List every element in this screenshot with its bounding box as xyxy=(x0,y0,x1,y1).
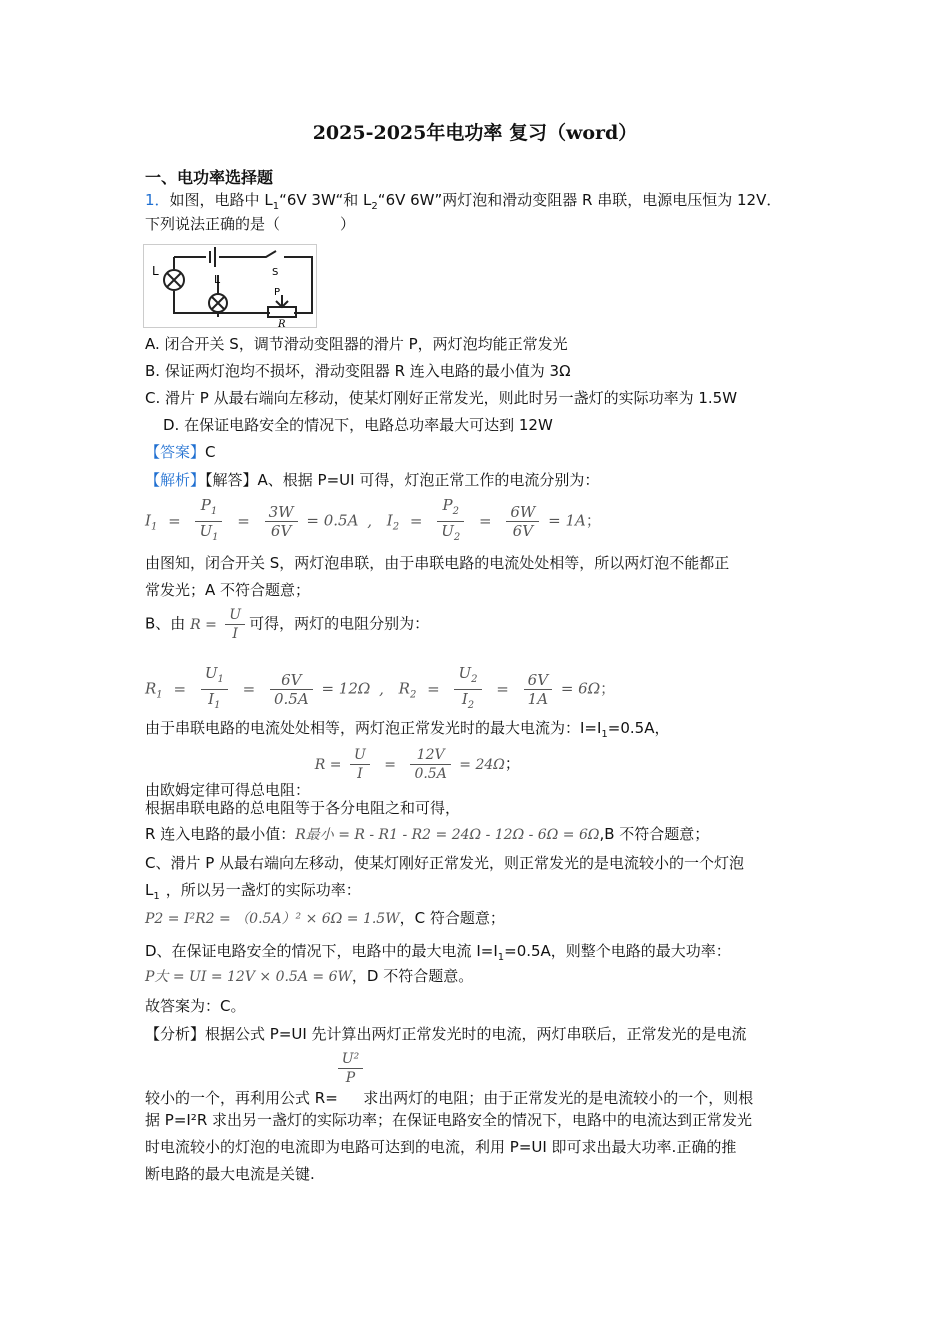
stem-part: “6V 6W”两灯泡和滑动变阻器 R 串联，电源电压恒为 12V． xyxy=(377,191,782,209)
slider-label: P xyxy=(274,287,281,298)
text-part: ，D 不符合题意。 xyxy=(351,967,474,985)
eq-symbol: R = xyxy=(314,756,342,773)
text-part: ，所以另一盏灯的实际功率： xyxy=(165,881,361,899)
text-part: ，C 符合题意； xyxy=(399,909,505,927)
analysis-head xyxy=(145,470,599,490)
eq-value: 0.5A xyxy=(273,690,309,708)
text-part: 可得，两灯的电阻分别为： xyxy=(249,614,430,633)
option-c: C. 滑片 P 从最右端向左移动，使某灯刚好正常发光，则此时另一盏灯的实际功率为 1.5W xyxy=(145,389,738,407)
eq-symbol: U xyxy=(225,606,245,625)
eq-value: 6V xyxy=(270,522,292,540)
eq-symbol: I xyxy=(232,626,238,642)
equation-actual-power: P2 = I²R2 = （0.5A）² × 6Ω = 1.5W xyxy=(145,911,400,927)
eq-value: 1A xyxy=(527,690,549,708)
text-part: 由于串联电路的电流处处相等，两灯泡正常发光时的最大电流为：I=I xyxy=(145,719,602,737)
lamp2-label: L xyxy=(214,273,221,286)
text-part: =0.5A，则整个电路的最大功率： xyxy=(504,942,731,960)
eq-result: = 12Ω xyxy=(321,679,371,698)
eq-symbol: R = xyxy=(190,616,217,633)
analysis-c-line3 xyxy=(145,908,505,929)
eq-value: P xyxy=(345,1070,356,1086)
eq-symbol: I xyxy=(208,690,215,708)
text-part: ,B 不符合题意； xyxy=(599,825,710,843)
option-b: B. 保证两灯泡均不损坏，滑动变阻器 R 连入电路的最小值为 3Ω xyxy=(145,362,571,380)
eq-symbol: U xyxy=(350,746,370,765)
circuit-svg xyxy=(144,245,316,327)
eq-result: = 24Ω xyxy=(459,756,505,773)
switch-label: S xyxy=(272,267,279,278)
eq-value: 6V xyxy=(270,671,313,690)
analysis-c-line2: $L_1$ ，所以另一盏灯的实际功率： xyxy=(145,881,361,902)
eq-symbol: I xyxy=(461,690,468,708)
eq-symbol: P xyxy=(200,496,211,514)
circuit-diagram xyxy=(143,244,317,328)
eq-value: 6W xyxy=(506,503,539,522)
answer-tag: 【答案】 xyxy=(145,443,206,461)
eq-value: 0.5A xyxy=(414,766,447,782)
eq-value: U² xyxy=(338,1050,363,1069)
eq-symbol: I xyxy=(357,766,363,782)
eq-symbol: I xyxy=(145,511,151,530)
answer-value: C xyxy=(205,443,216,461)
analysis-b-line5: 根据串联电路的总电阻等于各分电阻之和可得， xyxy=(145,799,461,817)
eq-symbol: U xyxy=(441,522,454,540)
eq-symbol: R xyxy=(398,679,410,698)
analysis-b-line4: 由欧姆定律可得总电阻： R = $\frac{U}{I}$ = $\frac{12V}{0.5A}$ = 24Ω； xyxy=(145,747,520,799)
eq-result: = 1A xyxy=(548,511,586,530)
eq-symbol: U xyxy=(458,664,472,682)
fenxi-line1: 【分析】根据公式 P=UI 先计算出两灯正常发光时的电流，两灯串联后，正常发光的是电流 xyxy=(145,1025,747,1043)
option-d: D. 在保证电路安全的情况下，电路总功率最大可达到 12W xyxy=(163,416,553,434)
eq-result: = 0.5A xyxy=(306,511,359,530)
eq-sub: 1 xyxy=(150,521,158,533)
eq-sub: 2 xyxy=(392,521,400,533)
stem-part: “6V 3W“和 L xyxy=(279,191,372,209)
eq-symbol: I xyxy=(386,511,393,530)
answer-line xyxy=(145,442,216,462)
conclusion: 故答案为：C。 xyxy=(145,997,246,1015)
question-stem: 1．如图，电路中 $L_1“6V$ 3W“和 $L_2“6V$ 6W”两灯泡和滑动变阻器 R 串联，电源电压恒为 12V． xyxy=(145,191,782,212)
text-part: B、由 xyxy=(145,614,186,633)
analysis-tag: 【解析】 xyxy=(145,471,206,489)
analysis-d-line1: D、在保证电路安全的情况下，电路中的最大电流 $I=I_1=0.5A$，则整个电路的最大功率： xyxy=(145,942,731,963)
equation-max-power: P大 = UI = 12V × 0.5A = 6W xyxy=(145,969,352,985)
eq-symbol: U xyxy=(199,522,213,540)
analysis-c-line1: C、滑片 P 从最右端向左移动，使某灯刚好正常发光，则正常发光的是电流较小的一个灯泡 xyxy=(145,854,745,872)
option-a: A. 闭合开关 S，调节滑动变阻器的滑片 P，两灯泡均能正常发光 xyxy=(145,335,568,353)
eq-symbol: P xyxy=(442,496,453,514)
text-part: 较小的一个，再利用公式 R= xyxy=(145,1089,338,1107)
question-number: 1． xyxy=(145,191,170,209)
fenxi-line3: 据 P=I²R 求出另一盏灯的实际功率；在保证电路安全的情况下，电路中的电流达到正常发光 xyxy=(145,1111,753,1129)
text-part: =0.5A， xyxy=(607,719,670,737)
eq-value: 3W xyxy=(265,503,298,522)
fenxi-line5: 断电路的最大电流是关键. xyxy=(145,1165,315,1183)
text-part: L xyxy=(145,881,154,899)
equation-resistances: $R_1$ = $\frac{U_1}{I_1}$ = $\frac{6V}{0.5A}$ = 12Ω , $R_2$ = $\frac{U_2}{I_2}$ = $\frac{6V}{1A}$ = 6Ω； xyxy=(145,664,616,711)
analysis-b-line3: 由于串联电路的电流处处相等，两灯泡正常发光时的最大电流为：$I=I_1=0.5A$， xyxy=(145,719,670,740)
eq-value: 6V xyxy=(524,671,552,690)
fenxi-line4: 时电流较小的灯泡的电流即为电路可达到的电流，利用 P=UI 即可求出最大功率.正确的推 xyxy=(145,1138,737,1156)
eq-value: 12V xyxy=(410,746,450,765)
equation-currents: $I_1$ = $\frac{P_1}{U_1}$ = $\frac{3W}{6V}$ = 0.5A , $I_2$ = $\frac{P_2}{U_2}$ = $\frac{6W}{6V}$ = 1A； xyxy=(145,496,601,543)
analysis-b-line1 xyxy=(145,606,429,643)
page-title: 2025-2025年电功率 复习（word） xyxy=(312,122,638,144)
lamp1-label: L xyxy=(152,264,159,278)
text-part: 求出两灯的电阻；由于正常发光的是电流较小的一个，则根 xyxy=(363,1089,754,1107)
equation-min-resistance: R最小 = R - R1 - R2 = 24Ω - 12Ω - 6Ω = 6Ω xyxy=(295,827,600,843)
stem-part: 如图，电路中 L xyxy=(169,191,273,209)
section-heading: 一、电功率选择题 xyxy=(145,168,274,187)
analysis-d-line2 xyxy=(145,966,473,987)
analysis-a-line2: 常发光；A 不符合题意； xyxy=(145,581,311,599)
analysis-b-line6 xyxy=(145,824,709,845)
question-stem-line2: 下列说法正确的是（ ） xyxy=(145,215,356,233)
fenxi-line2 xyxy=(145,1050,754,1107)
eq-value: 6V xyxy=(512,522,534,540)
eq-symbol: U xyxy=(204,664,218,682)
text-part: D、在保证电路安全的情况下，电路中的最大电流 I=I xyxy=(145,942,498,960)
analysis-text: 【解答】A、根据 P=UI 可得，灯泡正常工作的电流分别为： xyxy=(205,471,600,489)
rheostat-label: R xyxy=(278,319,286,327)
analysis-a-line1: 由图知，闭合开关 S，两灯泡串联，由于串联电路的电流处处相等，所以两灯泡不能都正 xyxy=(145,554,730,572)
eq-symbol: R xyxy=(145,679,157,698)
text-part: R 连入电路的最小值： xyxy=(145,825,296,843)
eq-result: = 6Ω xyxy=(560,679,601,698)
text-part: 由欧姆定律可得总电阻： xyxy=(145,780,311,799)
